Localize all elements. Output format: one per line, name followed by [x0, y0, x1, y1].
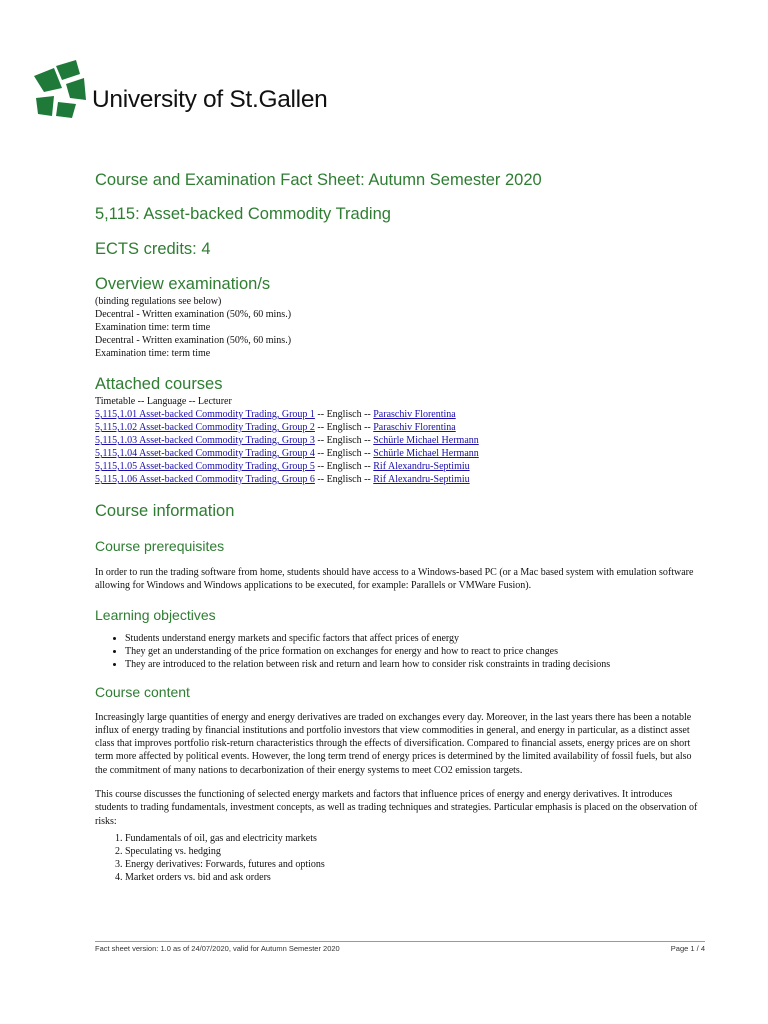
- lecturer-link[interactable]: Rif Alexandru-Septimiu: [373, 474, 470, 485]
- separator: --: [361, 422, 374, 433]
- lecturer-link[interactable]: Schürle Michael Hermann: [373, 448, 479, 459]
- logo-text: University of St.Gallen: [92, 86, 328, 113]
- separator: --: [361, 461, 374, 472]
- separator: --: [361, 435, 374, 446]
- course-row: [95, 473, 705, 486]
- footer-page-number: Page 1 / 4: [670, 944, 705, 953]
- course-content-paragraph: This course discusses the functioning of selected energy markets and factors that influence prices of energy and energy derivatives. It introduces students to trading fundamentals, investment concepts, as well as trading techniques and strategies. Particular emphasis is placed on the observation of risks:: [95, 789, 698, 827]
- separator: --: [361, 474, 374, 485]
- course-row: [95, 447, 705, 460]
- ects-credits: ECTS credits: 4: [95, 240, 211, 258]
- separator: --: [314, 422, 327, 433]
- attached-courses-subtitle: Timetable -- Language -- Lecturer: [95, 396, 232, 407]
- prerequisites-text: In order to run the trading software from home, students should have access to a Windows-based PC (or a Mac based system with emulation software allowing for Windows and Windows applications to be executed, for example: Parallels or VMWare Fusion).: [95, 567, 694, 592]
- course-row: [95, 421, 705, 434]
- course-language: Englisch: [326, 422, 362, 433]
- separator: --: [314, 409, 327, 420]
- course-title: 5,115: Asset-backed Commodity Trading: [95, 205, 391, 223]
- overview-line: (binding regulations see below): [95, 296, 222, 307]
- list-item: 4. Market orders vs. bid and ask orders: [125, 871, 705, 884]
- lecturer-link[interactable]: Rif Alexandru-Septimiu: [373, 461, 470, 472]
- overview-heading: Overview examination/s: [95, 275, 271, 293]
- course-content-paragraph: Increasingly large quantities of energy and energy derivatives are traded on exchanges every day. Moreover, in the last years there has been a notable influx of energy trading by financial institutions and portfolio investors that view commodities in general, and energy in particular, as a distinct asset class that improves portfolio risk-return characteristics through the effects of diversification. Compared to financial assets, energy prices are on short term more affected by political events. However, the long term trend of energy prices is determined by the limited availability of fossil fuels, but also the commitment of many nations to decarbonization of their energy systems to meet CO2 emission targets.: [95, 711, 692, 776]
- course-link[interactable]: 5,115,1.06 Asset-backed Commodity Trading, Group 6: [95, 474, 315, 485]
- footer-version: Fact sheet version: 1.0 as of 24/07/2020, valid for Autumn Semester 2020: [95, 944, 340, 953]
- list-item: • Students understand energy markets and specific factors that affect prices of energy: [125, 632, 705, 645]
- fact-sheet-title: Course and Examination Fact Sheet: Autumn Semester 2020: [95, 171, 542, 189]
- course-link[interactable]: 5,115,1.04 Asset-backed Commodity Trading, Group 4: [95, 448, 315, 459]
- separator: --: [314, 435, 327, 446]
- attached-courses-heading: Attached courses: [95, 375, 223, 393]
- course-language: Englisch: [326, 448, 362, 459]
- course-link[interactable]: 5,115,1.03 Asset-backed Commodity Trading, Group 3: [95, 435, 315, 446]
- overview-lines: [95, 295, 705, 360]
- course-content-list: [95, 832, 705, 884]
- list-item: 1. Fundamentals of oil, gas and electricity markets: [125, 832, 705, 845]
- overview-line: Examination time: term time: [95, 348, 211, 359]
- logo-emblem-icon: [34, 60, 86, 118]
- course-content-heading: Course content: [95, 683, 190, 700]
- learning-objectives-heading: Learning objectives: [95, 606, 216, 623]
- lecturer-link[interactable]: Schürle Michael Hermann: [373, 435, 479, 446]
- course-link[interactable]: 5,115,1.02 Asset-backed Commodity Trading, Group 2: [95, 422, 315, 433]
- course-language: Englisch: [326, 461, 362, 472]
- separator: --: [314, 474, 327, 485]
- lecturer-link[interactable]: Paraschiv Florentina: [373, 422, 456, 433]
- course-info-heading: Course information: [95, 502, 235, 520]
- course-language: Englisch: [326, 409, 362, 420]
- course-link[interactable]: 5,115,1.01 Asset-backed Commodity Trading, Group 1: [95, 409, 315, 420]
- course-language: Englisch: [326, 435, 362, 446]
- attached-courses-list: [95, 408, 705, 486]
- learning-objectives-list: [95, 632, 705, 671]
- lecturer-link[interactable]: Paraschiv Florentina: [373, 409, 456, 420]
- overview-line: Examination time: term time: [95, 322, 211, 333]
- course-row: [95, 434, 705, 447]
- course-row: [95, 408, 705, 421]
- fact-sheet-content: [95, 170, 705, 884]
- separator: --: [361, 409, 374, 420]
- prerequisites-heading: Course prerequisites: [95, 538, 225, 554]
- course-link[interactable]: 5,115,1.05 Asset-backed Commodity Trading, Group 5: [95, 461, 315, 472]
- separator: --: [361, 448, 374, 459]
- course-language: Englisch: [326, 474, 362, 485]
- separator: --: [314, 448, 327, 459]
- course-row: [95, 460, 705, 473]
- list-item: • They are introduced to the relation between risk and return and learn how to consider risk constraints in trading decisions: [125, 658, 705, 671]
- list-item: • They get an understanding of the price formation on exchanges for energy and how to react to price changes: [125, 645, 705, 658]
- list-item: 3. Energy derivatives: Forwards, futures and options: [125, 858, 705, 871]
- separator: --: [314, 461, 327, 472]
- overview-line: Decentral - Written examination (50%, 60 mins.): [95, 335, 292, 346]
- list-item: 2. Speculating vs. hedging: [125, 845, 705, 858]
- page-footer: [95, 941, 705, 953]
- overview-line: Decentral - Written examination (50%, 60 mins.): [95, 309, 292, 320]
